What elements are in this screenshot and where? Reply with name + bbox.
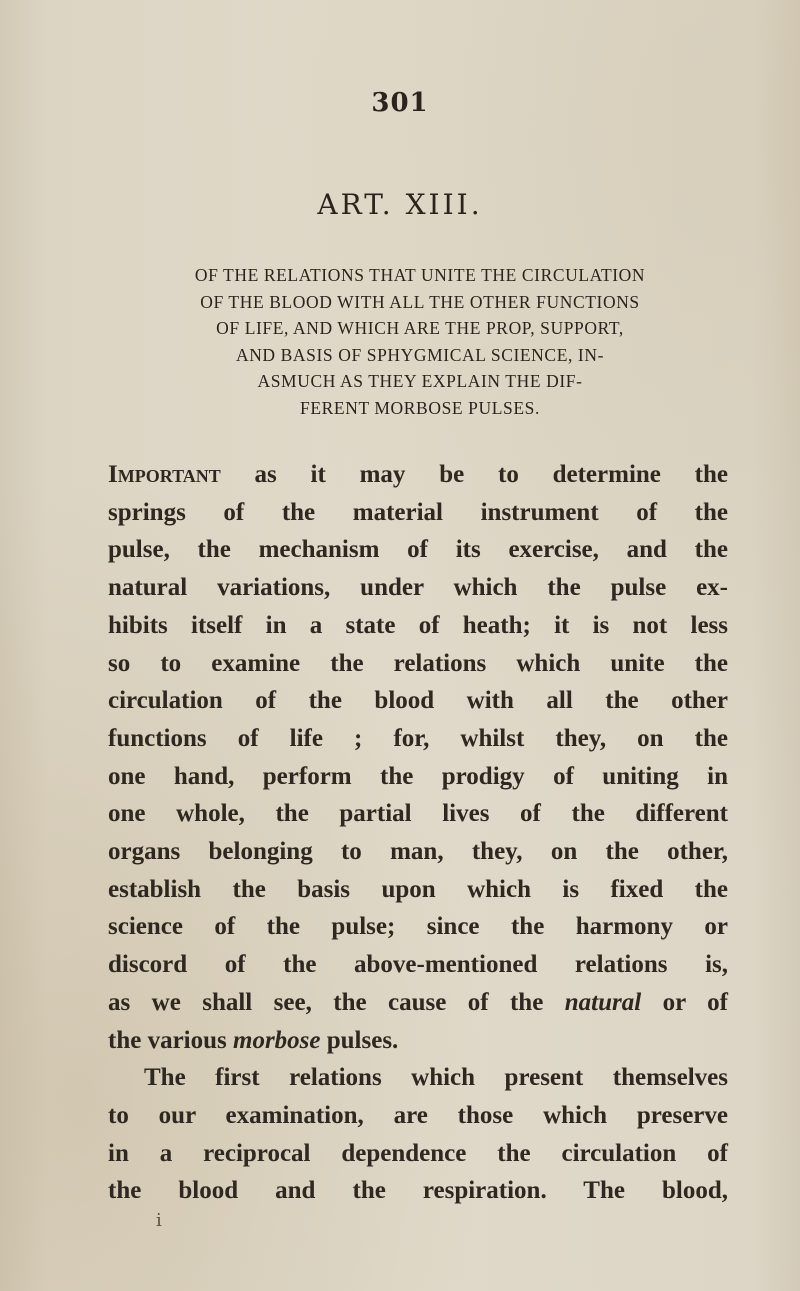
- body-text: [108, 456, 728, 1210]
- footer-mark: i: [156, 1210, 162, 1231]
- subtitle-line: FERENT MORBOSE PULSES.: [300, 397, 540, 418]
- italic-word-morbose: morbose: [233, 1026, 321, 1054]
- text-line: springs of the material instrument of the: [108, 498, 728, 526]
- article-title: ART. XIII.: [317, 188, 483, 221]
- text-line: functions of life ; for, whilst they, on the: [108, 724, 728, 752]
- text-line: [108, 456, 728, 494]
- line-part: the various: [108, 1026, 233, 1054]
- text-line: [108, 1022, 728, 1060]
- line-part: pulses.: [320, 1026, 399, 1054]
- text-line: one hand, perform the prodigy of uniting in: [108, 762, 728, 790]
- text-line: establish the basis upon which is fixed the: [108, 875, 728, 903]
- text-line: The first relations which present themselves: [144, 1064, 728, 1092]
- text-line: science of the pulse; since the harmony or: [108, 913, 728, 941]
- line-part: or of: [641, 988, 728, 1016]
- text-line: in a reciprocal dependence the circulation of: [108, 1139, 728, 1167]
- subtitle-line: AND BASIS OF SPHYGMICAL SCIENCE, IN-: [235, 344, 605, 365]
- text-line: to our examination, are those which preserve: [108, 1101, 728, 1129]
- text-line: the blood and the respiration. The blood,: [108, 1177, 728, 1205]
- subtitle-line: OF THE RELATIONS THAT UNITE THE CIRCULATION: [194, 265, 646, 285]
- page-number: 301: [371, 88, 429, 118]
- text-line: discord of the above-mentioned relations is,: [108, 951, 728, 979]
- text-line: pulse, the mechanism of its exercise, and the: [108, 536, 728, 564]
- subtitle-line: OF LIFE, AND WHICH ARE THE PROP, SUPPORT,: [216, 318, 624, 339]
- first-word: Important: [108, 461, 221, 488]
- text-line: natural variations, under which the pulse ex-: [108, 574, 728, 602]
- subtitle-line: OF THE BLOOD WITH ALL THE OTHER FUNCTIONS: [200, 291, 640, 312]
- text-line: organs belonging to man, they, on the other,: [108, 838, 728, 866]
- text-line: hibits itself in a state of heath; it is not less: [108, 611, 728, 639]
- italic-word-natural: natural: [564, 988, 642, 1016]
- subtitle-line: ASMUCH AS THEY EXPLAIN THE DIF-: [257, 371, 583, 392]
- text-line: one whole, the partial lives of the different: [108, 800, 728, 828]
- text-line: so to examine the relations which unite the: [108, 649, 728, 677]
- text-line: [108, 984, 728, 1022]
- article-subtitle: [112, 262, 728, 422]
- line-rest: as it may be to determine the: [220, 461, 728, 488]
- text-line: circulation of the blood with all the other: [108, 687, 728, 715]
- line-part: as we shall see, the cause of the: [108, 988, 565, 1016]
